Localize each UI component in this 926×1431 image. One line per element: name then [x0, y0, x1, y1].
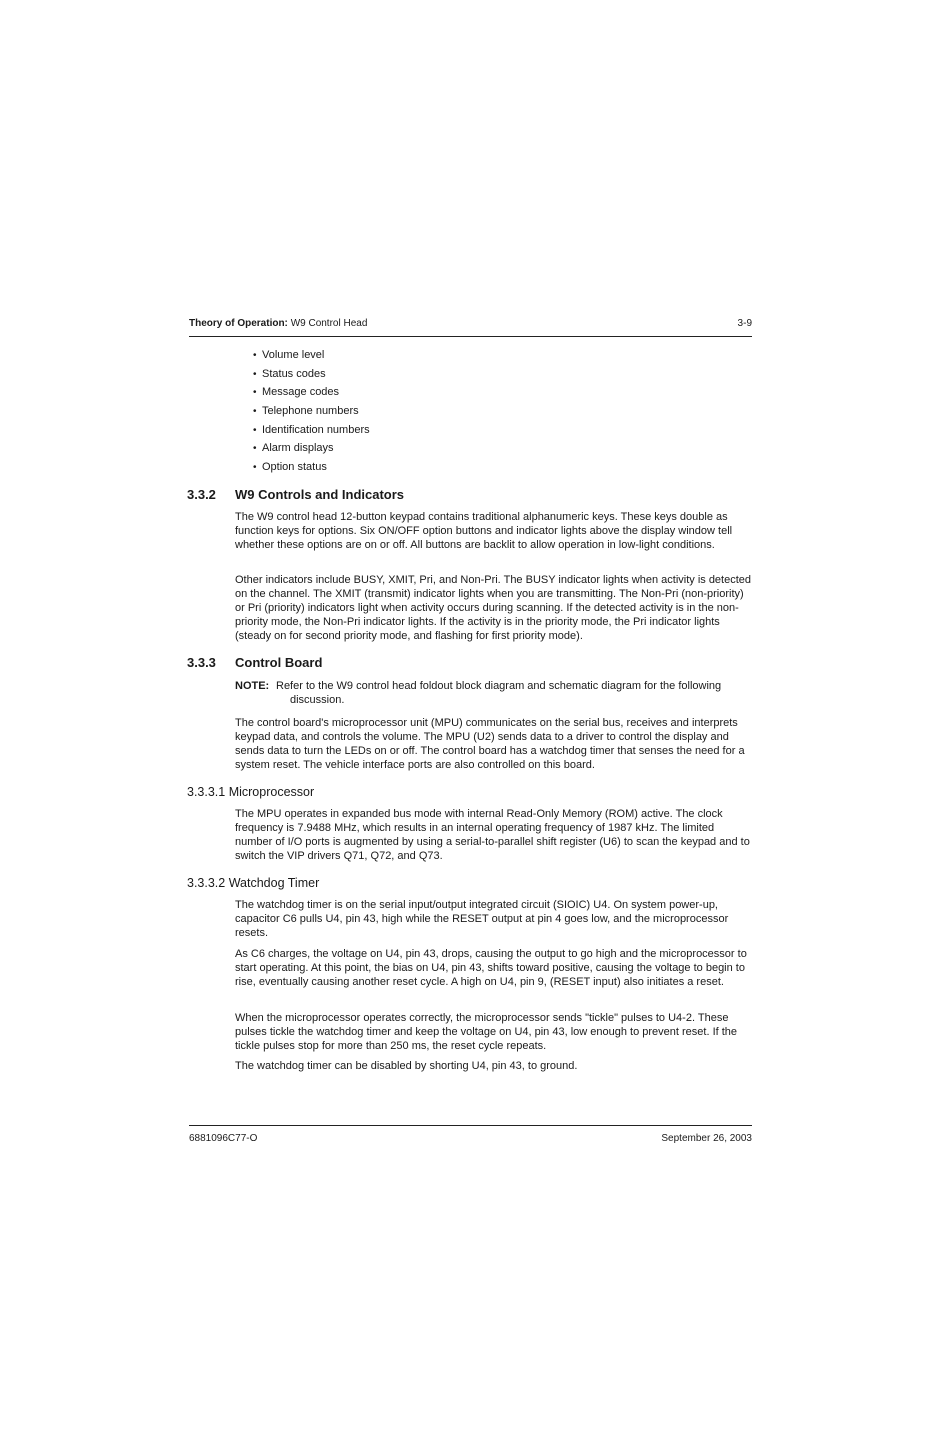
heading-3-3-3: 3.3.3 Control Board — [187, 655, 323, 670]
paragraph: The watchdog timer is on the serial input/output integrated circuit (SIOIC) U4. On system power-up, capacitor C6 pulls U4, pin 43, high while the RESET output at pin 4 goes low, and the microprocessor resets. — [235, 899, 729, 940]
heading-3-3-3-1: 3.3.3.1 Microprocessor — [187, 785, 315, 799]
header-section: Theory of Operation: — [189, 318, 288, 329]
paragraph: The control board's microprocessor unit (MPU) communicates on the serial bus, receives and interprets keypad data, and controls the volume. The MPU (U2) sends data to a driver to control the display and sends data to turn the LEDs on or off. The control board has a watchdog timer that senses the need for a system reset. The vehicle interface ports are also controlled on this board. — [235, 717, 745, 772]
list-item: • Status codes — [253, 367, 370, 386]
paragraph: Other indicators include BUSY, XMIT, Pri, and Non-Pri. The BUSY indicator lights when activity is detected on the channel. The XMIT (transmit) indicator lights when you are transmitting. The Non-Pri (non-priority) or Pri (priority) indicators light when activity occurs during scanning. If the detected activity is in the non-priority mode, the Non-Pri indicator lights. If the activity is in the priority mode, the Pri indicator lights (steady on for second priority mode, and flashing for first priority mode). — [235, 574, 752, 643]
heading-3-3-3-2: 3.3.3.2 Watchdog Timer — [187, 876, 320, 890]
header-page-number: 3-9 — [737, 318, 752, 329]
note-text-continued: discussion. — [290, 694, 345, 707]
page-header — [189, 318, 752, 330]
paragraph: As C6 charges, the voltage on U4, pin 43, drops, causing the output to go high and the microprocessor to start operating. At this point, the bias on U4, pin 43, shifts toward positive, causing the voltage to begin to rise, eventually causing another reset cycle. A high on U4, pin 9, (RESET input) also initiates a reset. — [235, 948, 747, 989]
paragraph: When the microprocessor operates correctly, the microprocessor sends "tickle" pulses to U4-2. These pulses tickle the watchdog timer and keep the voltage on U4, pin 43, low enough to prevent reset. If the tickle pulses stop for more than 250 ms, the reset cycle repeats. — [235, 1012, 738, 1053]
note-block — [235, 679, 753, 707]
list-item: • Identification numbers — [253, 423, 370, 442]
heading-3-3-2: 3.3.2 W9 Controls and Indicators — [187, 487, 405, 502]
header-rule — [189, 336, 752, 337]
list-item: • Option status — [253, 460, 370, 479]
note-label: NOTE: — [235, 680, 270, 692]
paragraph: The W9 control head 12-button keypad contains traditional alphanumeric keys. These keys double as function keys for options. Six ON/OFF option buttons and indicator lights above the display window tell whether these options are on or off. All buttons are backlit to allow operation in low-light conditions. — [235, 511, 733, 552]
list-item: • Alarm displays — [253, 441, 370, 460]
paragraph: The MPU operates in expanded bus mode with internal Read-Only Memory (ROM) active. The clock frequency is 7.9488 MHz, which results in an internal operating frequency of 1987 kHz. The limited number of I/O ports is augmented by using a serial-to-parallel shift register (U6) to scan the keypad and to switch the VIP drivers Q71, Q72, and Q73. — [235, 808, 750, 863]
footer-document-number: 6881096C77-O — [189, 1133, 258, 1144]
header-title: W9 Control Head — [290, 318, 368, 329]
feature-bullet-list — [253, 348, 370, 479]
list-item: • Message codes — [253, 385, 370, 404]
paragraph: The watchdog timer can be disabled by shorting U4, pin 43, to ground. — [235, 1060, 578, 1072]
list-item: • Volume level — [253, 348, 370, 367]
page-footer — [189, 1133, 752, 1145]
list-item: • Telephone numbers — [253, 404, 370, 423]
footer-rule — [189, 1125, 752, 1126]
footer-date: September 26, 2003 — [661, 1133, 752, 1144]
note-text: Refer to the W9 control head foldout block diagram and schematic diagram for the following — [276, 680, 722, 692]
